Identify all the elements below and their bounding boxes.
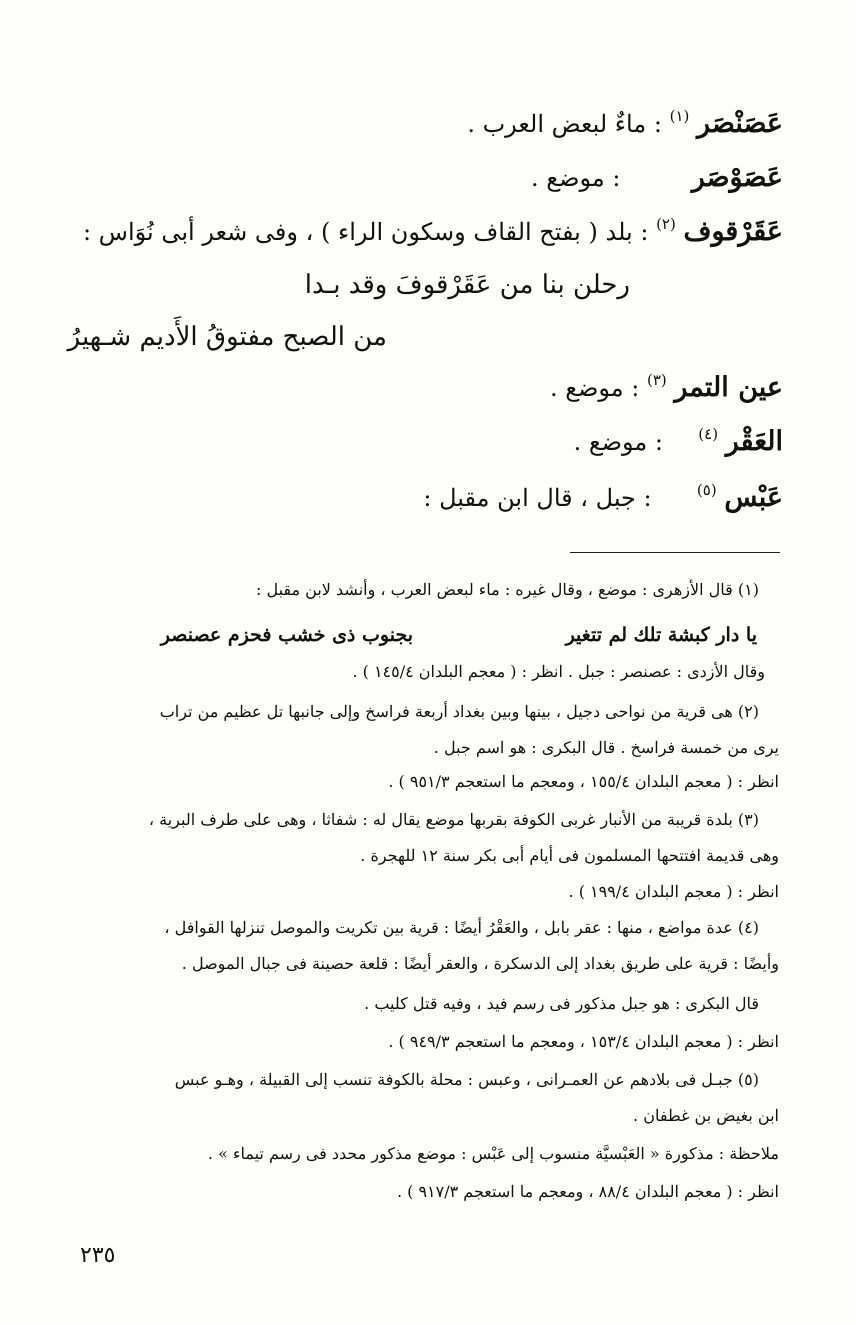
footnote-3-line-3: انظر : ( معجم البلدان ١٩٩/٤ ) . (568, 882, 779, 901)
entry-head: عَقَرْقوف (683, 216, 783, 247)
entry-body: : موضع . (549, 374, 640, 402)
footnote-5-line-1: (٥) جبـل فى بلادهم عن العمـرانى ، وعبس : محلة بالكوفة تنسب إلى القبيلة ، وهـو عبس (174, 1070, 759, 1089)
footnote-2-line-1: (٢) هى قرية من نواحى دجيل ، بينها وبين بغداد أربعة فراسخ وإلى جانبها تل عظيم من تراب (159, 702, 759, 721)
entry-alaqr (574, 426, 783, 457)
footnote-2-line-3: انظر : ( معجم البلدان ١٥٥/٤ ، ومعجم ما استعجم ٩٥١/٣ ) . (388, 772, 779, 791)
entry-aqarquf (83, 216, 783, 247)
footnote-2-line-2: يرى من خمسة فراسخ . قال البكرى : هو اسم جبل . (433, 738, 779, 757)
footnote-1-line-3: وقال الأزدى : عصنصر : جبل . انظر : ( معجم البلدان ١٤٥/٤ ) . (352, 662, 765, 681)
footnote-4-line-4: انظر : ( معجم البلدان ١٥٣/٤ ، ومعجم ما استعجم ٩٤٩/٣ ) . (388, 1032, 779, 1051)
verse-line-1: رحلن بنا من عَقَرْقوفَ وقد بـدا (304, 270, 630, 300)
footnote-ref: (٤) (698, 425, 719, 443)
verse-line-2: من الصبح مفتوقُ الأَديم شـهيرُ (67, 322, 387, 352)
entry-aswasar (531, 162, 783, 193)
footnote-1-verse-2: بجنوب ذى خشب فحزم عصنصر (160, 624, 413, 646)
footnote-3-line-2: وهى قديمة افتتحها المسلمون فى أيام أبى بكر سنة ١٢ للهجرة . (360, 846, 779, 865)
entry-body: : موضع . (531, 164, 621, 192)
entry-body: : ماءٌ لبعض العرب . (467, 110, 662, 138)
footnote-5-line-4: انظر : ( معجم البلدان ٨٨/٤ ، ومعجم ما استعجم ٩١٧/٣ ) . (396, 1182, 779, 1201)
entry-head: العَقْر (725, 426, 783, 457)
footnote-1-line-1: (١) قال الأزهرى : موضع ، وقال غيره : ماء لبعض العرب ، وأنشد لابن مقبل : (256, 580, 759, 599)
page-number: ٢٣٥ (80, 1243, 116, 1268)
footnote-ref: (٢) (656, 215, 676, 233)
footnote-ref: (٣) (646, 371, 667, 389)
footnote-ref: (١) (669, 107, 690, 125)
entry-body: : بلد ( بفتح القاف وسكون الراء ) ، وفى شعر أبى نُوَاس : (82, 218, 649, 246)
entry-head: عين التمر (674, 372, 783, 403)
footnote-3-line-1: (٣) بلدة قريبة من الأنبار غربى الكوفة بقربها موضع يقال له : شفاثا ، وهى على طرف البرية ، (148, 810, 759, 829)
entry-head: عَصَنْصَر (697, 108, 783, 139)
footnote-5-line-3: ملاحظة : مذكورة « العَبْسيَّة منسوب إلى عَبْس : موضع مذكور محدد فى رسم تيماء » . (207, 1144, 779, 1163)
footnote-4-line-2: وأيضًا : قرية على طريق بغداد إلى الدسكرة ، والعقر أيضًا : قلعة حصينة فى جبال الموصل . (181, 954, 779, 973)
footnote-5-line-2: ابن بغيض بن غطفان . (633, 1106, 779, 1125)
entry-abs (423, 482, 783, 513)
entry-body: : موضع . (573, 428, 663, 456)
footnote-4-line-1: (٤) عدة مواضع ، منها : عقر بابل ، والعَقْرُ أيضًا : قرية بين تكريت والموصل تنزلها القوافل ، (164, 918, 759, 937)
footnote-4-line-3: قال البكرى : هو جبل مذكور فى رسم فيد ، وفيه قتل كليب . (364, 994, 759, 1013)
entry-body: : جبل ، قال ابن مقبل : (423, 484, 652, 512)
footnote-divider (570, 552, 780, 553)
entry-head: عَبْس (724, 482, 783, 513)
footnote-ref: (٥) (696, 481, 717, 499)
entry-asansar (467, 108, 783, 139)
footnote-1-verse-1: يا دار كبشة تلك لم تتغير (565, 624, 757, 646)
entry-head: عَصَوْصَر (691, 162, 783, 193)
entry-ayn-altamr (550, 372, 783, 403)
